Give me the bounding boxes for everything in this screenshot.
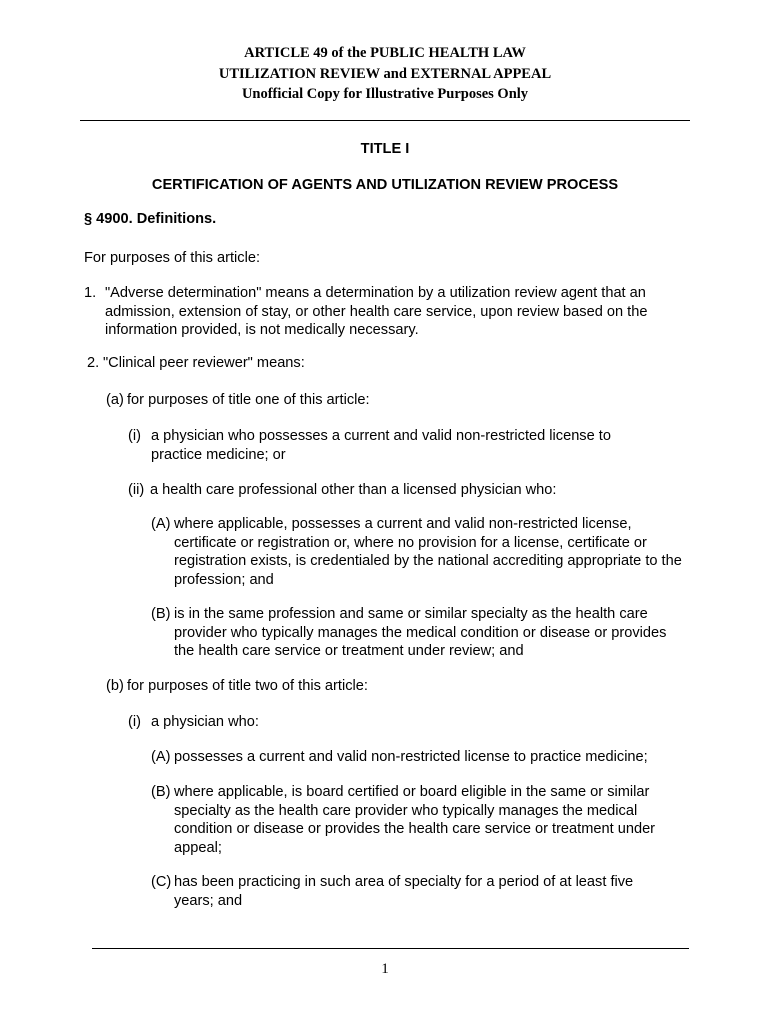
item-label: 1. <box>84 285 97 301</box>
header-line-disclaimer: Unofficial Copy for Illustrative Purposes Only <box>241 86 529 102</box>
item-text: is in the same profession and same or similar specialty as the health care provider who typically manages the medical condition or disease or provides the health care service or treatment under review; and <box>174 606 667 659</box>
item-text: possesses a current and valid non-restricted license to practice medicine; <box>174 749 648 765</box>
item-text: "Adverse determination" means a determination by a utilization review agent that an admission, extension of stay, or other health care service, upon review based on the information provided, is not medically necessary. <box>105 285 648 338</box>
item-text: where applicable, is board certified or board eligible in the same or similar specialty as the health care provider who typically manages the medical condition or disease or provides the health care service or treatment under appeal; <box>174 784 656 856</box>
header-line-title: UTILIZATION REVIEW and EXTERNAL APPEAL <box>218 66 552 82</box>
header-divider <box>80 120 690 121</box>
item-text: a health care professional other than a licensed physician who: <box>150 482 557 498</box>
subitem-b <box>106 677 686 696</box>
item-text: where applicable, possesses a current and valid non-restricted license, certificate or registration or, where no provision for a license, certificate or registration exists, is credentialed by the national accrediting appropriate to the profession; and <box>174 516 682 588</box>
item-label: (i) <box>128 714 141 730</box>
footer-divider <box>92 948 689 949</box>
item-label: (C) <box>151 874 172 890</box>
subitem-a-ii-B <box>151 605 688 661</box>
subitem-b-i-B <box>151 783 676 857</box>
item-text: for purposes of title one of this article: <box>127 392 370 408</box>
item-label: (a) <box>106 392 124 408</box>
item-text: a physician who: <box>151 714 259 730</box>
section-heading: § 4900. Definitions. <box>84 211 217 227</box>
item-label: (i) <box>128 428 141 444</box>
item-label: (B) <box>151 784 171 800</box>
item-text: for purposes of title two of this article: <box>127 678 368 694</box>
intro-paragraph: For purposes of this article: <box>84 250 261 266</box>
subitem-a-i <box>128 427 648 464</box>
item-text: a physician who possesses a current and valid non-restricted license to practice medicine; or <box>151 428 611 463</box>
item-label: (ii) <box>128 482 145 498</box>
subitem-b-i-C <box>151 873 671 910</box>
subitem-b-i-A <box>151 748 711 767</box>
item-label: (A) <box>151 516 171 532</box>
subitem-a-ii <box>128 481 688 500</box>
subtitle-heading: CERTIFICATION OF AGENTS AND UTILIZATION REVIEW PROCESS <box>151 177 619 193</box>
item-label: (A) <box>151 749 171 765</box>
subitem-a <box>106 391 686 410</box>
item-label: (B) <box>151 606 171 622</box>
item-text: "Clinical peer reviewer" means: <box>103 355 305 371</box>
item-label: 2. <box>87 355 100 371</box>
definition-item-2 <box>87 354 687 373</box>
subitem-a-ii-A <box>151 515 688 589</box>
definition-item-1 <box>84 284 684 340</box>
item-text: has been practicing in such area of specialty for a period of at least five years; and <box>174 874 634 909</box>
header-line-article: ARTICLE 49 of the PUBLIC HEALTH LAW <box>244 45 526 61</box>
subitem-b-i <box>128 713 688 732</box>
page-number: 1 <box>381 961 389 977</box>
title-heading: TITLE I <box>360 141 410 157</box>
item-label: (b) <box>106 678 124 694</box>
